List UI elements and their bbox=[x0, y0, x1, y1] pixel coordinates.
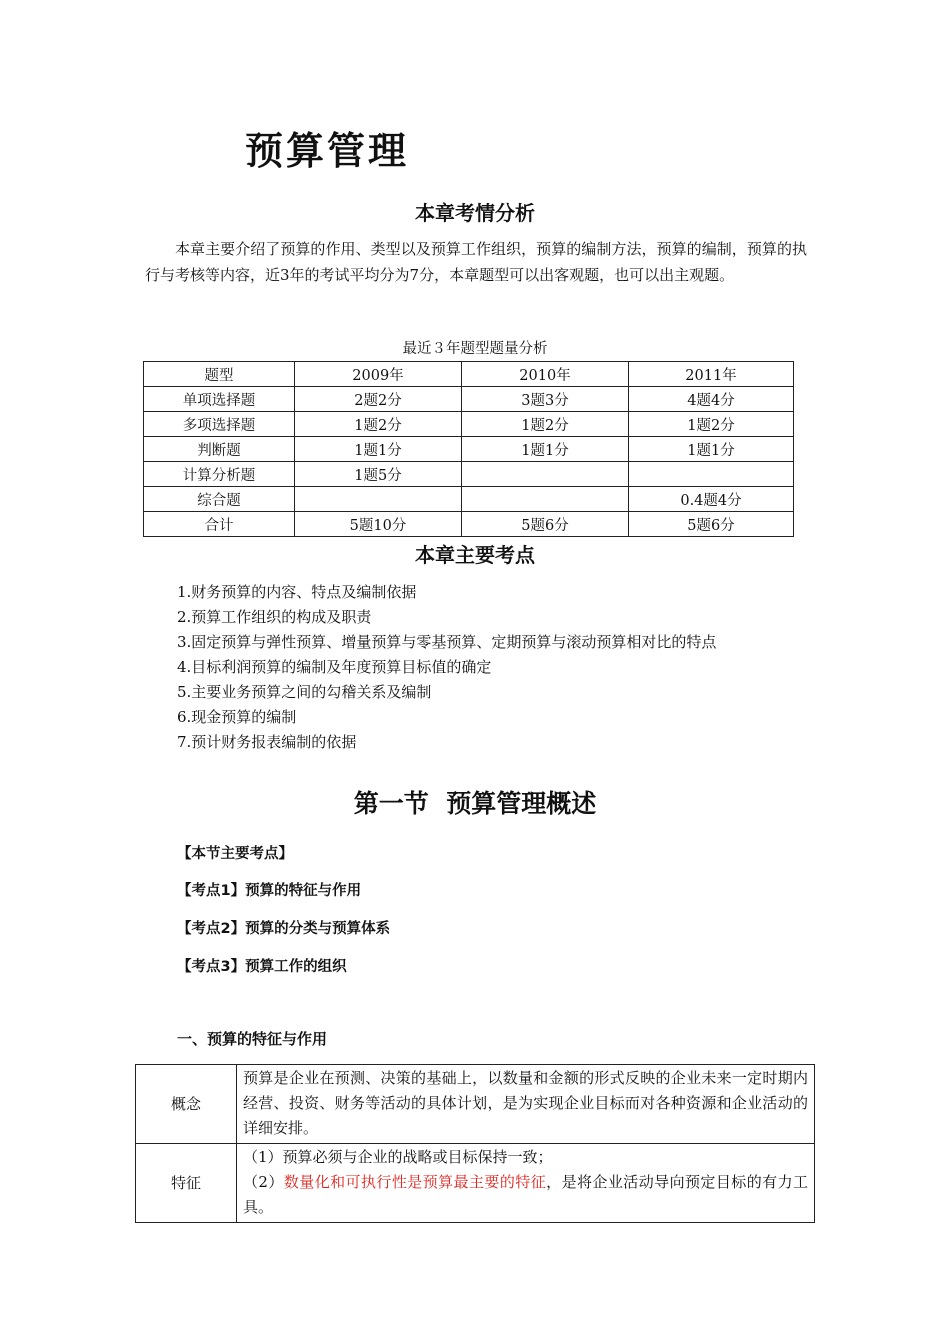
table-cell bbox=[462, 462, 629, 487]
table-header-row bbox=[144, 362, 794, 387]
table-cell: 2题2分 bbox=[295, 387, 462, 412]
table-cell: 1题2分 bbox=[462, 412, 629, 437]
table-row bbox=[144, 487, 794, 512]
header-cell: 2011年 bbox=[629, 362, 794, 387]
table-cell: 1题2分 bbox=[295, 412, 462, 437]
feature-desc-cell bbox=[237, 1144, 815, 1223]
table-cell: 多项选择题 bbox=[144, 412, 295, 437]
list-item: 4.目标利润预算的编制及年度预算目标值的确定 bbox=[177, 658, 492, 676]
table-cell: 1题1分 bbox=[295, 437, 462, 462]
table-cell bbox=[629, 462, 794, 487]
table-cell: 计算分析题 bbox=[144, 462, 295, 487]
key-points-heading: 本章主要考点 bbox=[415, 543, 535, 567]
table-cell: 单项选择题 bbox=[144, 387, 295, 412]
feature-line-1: （1）预算必须与企业的战略或目标保持一致； bbox=[243, 1148, 553, 1166]
table-cell: 5题6分 bbox=[629, 512, 794, 537]
key-point-item: 【考点2】预算的分类与预算体系 bbox=[177, 921, 391, 937]
section-heading: 第一节 预算管理概述 bbox=[353, 789, 597, 818]
analysis-heading: 本章考情分析 bbox=[415, 201, 535, 225]
header-cell: 2009年 bbox=[295, 362, 462, 387]
table-cell: 5题6分 bbox=[462, 512, 629, 537]
subsection-heading: 一、预算的特征与作用 bbox=[177, 1030, 328, 1048]
table-cell bbox=[462, 487, 629, 512]
list-item: 3.固定预算与弹性预算、增量预算与零基预算、定期预算与滚动预算相对比的特点 bbox=[177, 633, 717, 651]
table-row bbox=[144, 412, 794, 437]
table-total-row bbox=[144, 512, 794, 537]
table-row bbox=[144, 387, 794, 412]
table-cell: 4题4分 bbox=[629, 387, 794, 412]
table-row bbox=[144, 462, 794, 487]
budget-feature-table bbox=[135, 1064, 815, 1223]
feature-term-cell: 特征 bbox=[136, 1144, 237, 1223]
table-cell: 1题5分 bbox=[295, 462, 462, 487]
table-cell: 合计 bbox=[144, 512, 295, 537]
header-cell: 2010年 bbox=[462, 362, 629, 387]
feature-line-2-prefix: （2） bbox=[243, 1173, 284, 1191]
key-point-item: 【考点1】预算的特征与作用 bbox=[177, 883, 362, 899]
table-caption: 最近３年题型题量分析 bbox=[402, 341, 548, 357]
table-row bbox=[136, 1065, 815, 1144]
list-item: 6.现金预算的编制 bbox=[177, 708, 297, 726]
table-cell: 5题10分 bbox=[295, 512, 462, 537]
list-item: 5.主要业务预算之间的勾稽关系及编制 bbox=[177, 683, 432, 701]
list-item: 7.预计财务报表编制的依据 bbox=[177, 733, 357, 751]
key-point-item: 【考点3】预算工作的组织 bbox=[177, 959, 347, 975]
table-cell bbox=[295, 487, 462, 512]
intro-paragraph: 本章主要介绍了预算的作用、类型以及预算工作组织，预算的编制方法，预算的编制，预算的执行与考核等内容，近3年的考试平均分为7分，本章题型可以出客观题，也可以出主观题。 bbox=[145, 240, 807, 284]
table-row bbox=[144, 437, 794, 462]
list-item: 2.预算工作组织的构成及职责 bbox=[177, 608, 372, 626]
table-cell: 1题2分 bbox=[629, 412, 794, 437]
table-cell: 1题1分 bbox=[629, 437, 794, 462]
table-cell: 综合题 bbox=[144, 487, 295, 512]
section-main-points-label: 【本节主要考点】 bbox=[177, 846, 293, 862]
feature-line-2-suffix: ，是将企业活动导向预定目标的有力工具。 bbox=[243, 1173, 808, 1216]
page-title: 预算管理 bbox=[245, 128, 410, 173]
concept-desc-cell: 预算是企业在预测、决策的基础上，以数量和金额的形式反映的企业未来一定时期内经营、投资、财务等活动的具体计划，是为实现企业目标而对各种资源和企业活动的详细安排。 bbox=[237, 1065, 815, 1144]
table-cell: 1题1分 bbox=[462, 437, 629, 462]
header-cell: 题型 bbox=[144, 362, 295, 387]
table-row bbox=[136, 1144, 815, 1223]
feature-highlight-text: 数量化和可执行性是预算最主要的特征 bbox=[283, 1173, 547, 1191]
key-points-list bbox=[177, 580, 716, 755]
table-cell: 判断题 bbox=[144, 437, 295, 462]
concept-term-cell: 概念 bbox=[136, 1065, 237, 1144]
table-cell: 3题3分 bbox=[462, 387, 629, 412]
list-item: 1.财务预算的内容、特点及编制依据 bbox=[177, 583, 417, 601]
question-stats-table bbox=[143, 361, 794, 537]
table-cell: 0.4题4分 bbox=[629, 487, 794, 512]
feature-line-2 bbox=[243, 1170, 808, 1220]
